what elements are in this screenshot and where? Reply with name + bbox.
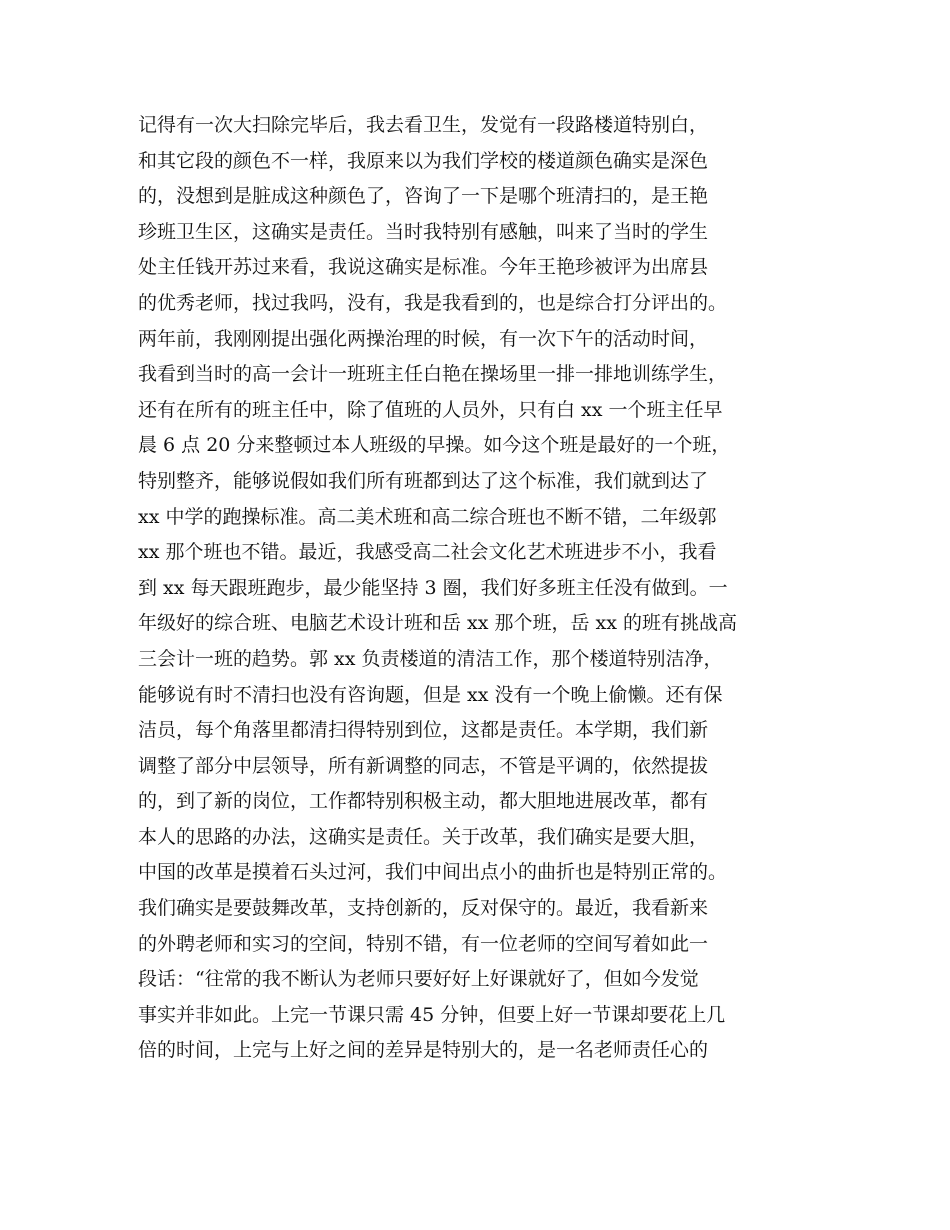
text-line: 记得有一次大扫除完毕后，我去看卫生，发觉有一段路楼道特别白， bbox=[138, 114, 709, 136]
text-line: 晨 6 点 20 分来整顿过本人班级的早操。如今这个班是最好的一个班， bbox=[138, 434, 731, 457]
text-line: 事实并非如此。上完一节课只需 45 分钟，但要上好一节课却要花上几 bbox=[138, 1003, 726, 1026]
text-line: 处主任钱开苏过来看，我说这确实是标准。今年王艳珍被评为出席县 bbox=[138, 256, 709, 279]
text-line: 特别整齐，能够说假如我们所有班都到达了这个标准，我们就到达了 bbox=[138, 469, 709, 492]
text-line: 到 xx 每天跟班跑步，最少能坚持 3 圈，我们好多班主任没有做到。一 bbox=[138, 576, 728, 599]
text-line: 中国的改革是摸着石头过河，我们中间出点小的曲折也是特别正常的。 bbox=[138, 861, 728, 884]
text-line: 的，没想到是脏成这种颜色了，咨询了一下是哪个班清扫的，是王艳 bbox=[138, 185, 709, 208]
text-line: 两年前，我刚刚提出强化两操治理的时候，有一次下午的活动时间， bbox=[138, 327, 709, 350]
text-line: 的优秀老师，找过我吗，没有，我是我看到的，也是综合打分评出的。 bbox=[138, 291, 728, 314]
text-line: 调整了部分中层领导，所有新调整的同志，不管是平调的，依然提拔 bbox=[138, 754, 709, 777]
text-line: 年级好的综合班、电脑艺术设计班和岳 xx 那个班，岳 xx 的班有挑战高 bbox=[138, 612, 738, 635]
text-line: xx 中学的跑操标准。高二美术班和高二综合班也不断不错，二年级郭 bbox=[138, 505, 717, 528]
text-line: 本人的思路的办法，这确实是责任。关于改革，我们确实是要大胆， bbox=[138, 825, 709, 848]
text-line: 还有在所有的班主任中，除了值班的人员外，只有白 xx 一个班主任早 bbox=[138, 398, 723, 421]
body-paragraph bbox=[138, 108, 838, 1069]
text-line: 能够说有时不清扫也没有咨询题，但是 xx 没有一个晚上偷懒。还有保 bbox=[138, 683, 723, 706]
text-line: 我看到当时的高一会计一班班主任白艳在操场里一排一排地训练学生， bbox=[138, 363, 728, 386]
text-line: 珍班卫生区，这确实是责任。当时我特别有感触，叫来了当时的学生 bbox=[138, 220, 709, 243]
text-line: 倍的时间，上完与上好之间的差异是特别大的，是一名老师责任心的 bbox=[138, 1039, 709, 1062]
text-line: 段话：“往常的我不断认为老师只要好好上好课就好了，但如今发觉 bbox=[138, 968, 699, 991]
text-line: 和其它段的颜色不一样，我原来以为我们学校的楼道颜色确实是深色 bbox=[138, 149, 709, 172]
text-line: xx 那个班也不错。最近，我感受高二社会文化艺术班进步不小，我看 bbox=[138, 541, 717, 564]
text-line: 洁员，每个角落里都清扫得特别到位，这都是责任。本学期，我们新 bbox=[138, 719, 709, 742]
text-line: 的，到了新的岗位，工作都特别积极主动，都大胆地进展改革，都有 bbox=[138, 790, 709, 813]
text-line: 的外聘老师和实习的空间，特别不错，有一位老师的空间写着如此一 bbox=[138, 932, 709, 955]
text-line: 我们确实是要鼓舞改革，支持创新的，反对保守的。最近，我看新来 bbox=[138, 897, 709, 920]
text-line: 三会计一班的趋势。郭 xx 负责楼道的清洁工作，那个楼道特别洁净， bbox=[138, 647, 723, 670]
